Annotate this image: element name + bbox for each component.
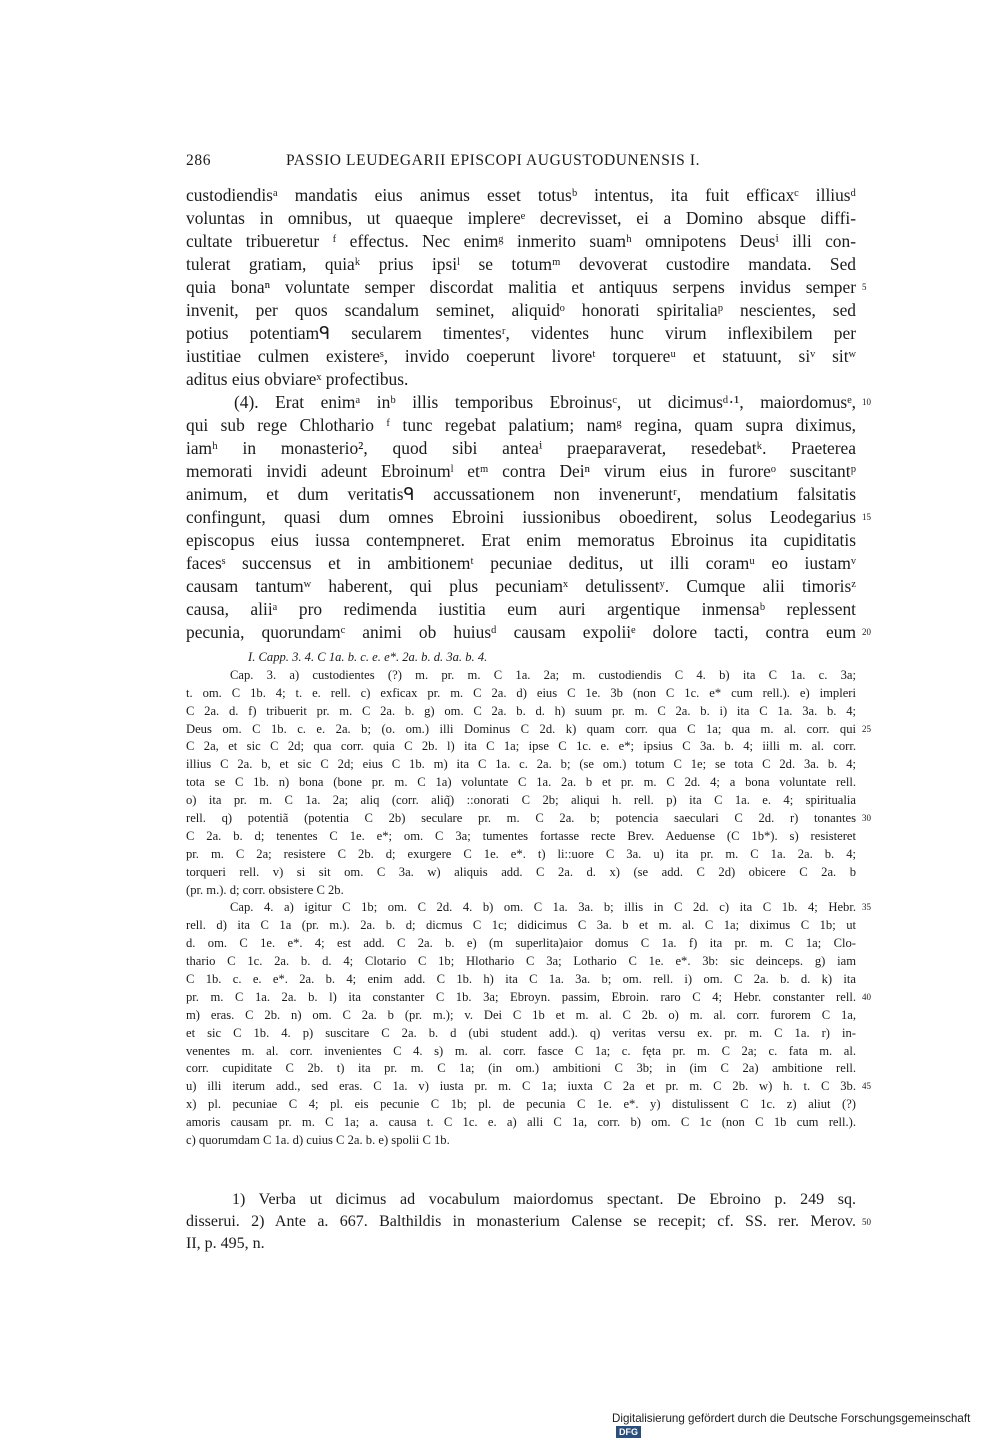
apparatus-line: C 2a, et sic C 2d; qua corr. quia C 2b. l) ita C 1a; ipse C 1c. e. e*; ipsius C 3a. b. 4; iilli m. al. corr. (186, 739, 856, 754)
text-line: memorati invidi adeunt Ebroinumˡ etᵐ contra Deiⁿ virum eius in furoreᵒ suscitantᵖ (186, 461, 856, 481)
running-title: PASSIO LEUDEGARII EPISCOPI AUGUSTODUNENSIS I. (286, 152, 701, 169)
text-line: custodiendisᵃ mandatis eius animus esset totusᵇ intentus, ita fuit efficaxᶜ illiusᵈ (186, 185, 856, 205)
apparatus-line: C 2a. b. d; tenentes C 1e. e*; om. C 3a; tumentes fortasse recte Brev. Aeduense (C 1b*). s) resisteret (186, 828, 856, 843)
text-line: iamʰ in monasterio², quod sibi anteaⁱ praeparaverat, resedebatᵏ. Praeterea (186, 438, 856, 458)
text-line: cultate tribueretur ᶠ effectus. Nec enimᵍ inmerito suamʰ omnipotens Deusⁱ illi con- (186, 231, 856, 251)
line-number: 15 (862, 512, 871, 522)
footnote-line: 1) Verba ut dicimus ad vocabulum maiordomus spectant. De Ebroino p. 249 sq. (232, 1191, 856, 1208)
digitization-credit (612, 1412, 1000, 1438)
line-number: 30 (862, 813, 871, 824)
line-number: 40 (862, 991, 871, 1002)
apparatus-line-content: rell. q) potentiã (potentia C 2b) seculare pr. m. C 2a. b; potencia saeculari C 2d. r) tonantes (186, 811, 856, 826)
text-line: causam tantumʷ haberent, qui plus pecuniamˣ detulissentʸ. Cumque alii timorisᶻ (186, 576, 856, 596)
text-line: facesˢ succensus et in ambitionemᵗ pecuniae deditus, ut illi coramᵘ eo iustamᵛ (186, 553, 856, 573)
line-number: 35 (862, 902, 871, 913)
apparatus-line: t. om. C 1b. 4; t. e. rell. c) exficax pr. m. C 2a. d) eius C 1e. 3b (non C 1c. e* cum rell.). e) impleri (186, 685, 856, 700)
page-number: 286 (186, 152, 212, 169)
apparatus-line (186, 810, 871, 828)
apparatus-line: amoris causam pr. m. C 1a; a. causa t. C 1c. e. a) alli C 1a, corr. b) om. C 1c (non C 1b cum rell.). (186, 1115, 856, 1130)
text-line-content: confingunt, quasi dum omnes Ebroini iussionibus oboedirent, solus Leodegarius (186, 507, 856, 527)
line-number: 5 (862, 282, 867, 292)
apparatus-line: Cap. 3. a) custodientes (?) m. pr. m. C 1a. 2a; m. custodiendis C 4. b) ita C 1a. c. 3a; (230, 667, 856, 682)
text-line (186, 276, 867, 299)
apparatus-line: C 1b. c. e. e*. 2a. b. 4; enim add. C 1b. h) ita C 1a. 3a. b; om. rell. i) om. C 2a. b. d. k) ita (186, 972, 856, 987)
apparatus-line: torqueri rell. v) si sit om. C 3a. w) aliquis add. C 2a. d. x) (se add. C 2d) obicere C 2a. b (186, 864, 856, 879)
line-number: 10 (862, 397, 871, 407)
apparatus-line: illius C 2a. b, et sic C 2d; eius C 1b. m) ita C 1a. c. 2a. b; (se om.) totum C 1e; se tota C 2d. 3a. b. 4; (186, 757, 856, 772)
apparatus-line: o) ita pr. m. C 1a. 2a; aliq (corr. aliq̃) ::onorati C 2b; aliqui h. rell. p) ita C 1a. e. 4; spiritualia (186, 793, 856, 808)
text-line-content: (4). Erat enimᵃ inᵇ illis temporibus Ebroinusᶜ, ut dicimusᵈ·¹, maiordomusᵉ, (234, 392, 856, 412)
text-line (186, 391, 871, 414)
text-line: qui sub rege Chlothario ᶠ tunc regebat palatium; namᵍ regina, quam supra diximus, (186, 415, 856, 435)
footnote-line (186, 1211, 871, 1233)
line-number: 20 (862, 627, 871, 637)
text-line: invenit, per quos scandalum seminet, aliquidᵒ honorati spiritaliaᵖ nescientes, sed (186, 300, 856, 320)
apparatus-line: (pr. m.). d; corr. obsistere C 2b. (186, 882, 344, 897)
line-number: 25 (862, 723, 871, 734)
apparatus-line (186, 1078, 871, 1096)
text-line (186, 506, 871, 529)
apparatus-line: et sic C 1b. 4. p) suscitare C 2a. b. d (ubi student add.). q) veritas versu ex. pr. m. C 1a. r) in- (186, 1025, 856, 1040)
apparatus-line: c) quorumdam C 1a. d) cuius C 2a. b. e) spolii C 1b. (186, 1133, 450, 1148)
main-text (186, 184, 871, 644)
footnote-line: II, p. 495, n. (186, 1235, 265, 1252)
apparatus-line (186, 989, 871, 1007)
apparatus-line: venentes m. al. corr. invenientes C 4. s) m. al. corr. fasce C 1a; c. fęta pr. m. C 2a; c. fata m. al. (186, 1043, 856, 1058)
apparatus-line: m) eras. C 2b. n) om. C 2a. b (pr. m.); v. Dei C 1b et m. al. C 2b. o) m. al. corr. furorem C 1a, (186, 1007, 856, 1022)
apparatus-line-content: u) illi iterum add., sed eras. C 1a. v) iusta pr. m. C 1a; iuxta C 2a et pr. m. C 2b. w) h. t. C 3b. (186, 1079, 856, 1094)
text-line: potius potentiamᑫ secularem timentesʳ, videntes hunc virum inflexibilem per (186, 323, 856, 343)
apparatus-line: corr. cupiditate C 2b. t) ita pr. m. C 1a; (in om.) ambitioni C 3b; in (im C 2a) ambitione rell. (186, 1061, 856, 1076)
line-number: 45 (862, 1081, 871, 1092)
text-line: episcopus eius iussa contempneret. Erat enim memoratus Ebroinus ita cupiditatis (186, 530, 856, 550)
text-line-content: quia bonaⁿ voluntate semper discordat malitia et antiquus serpens invidus semper (186, 277, 856, 297)
apparatus-line: rell. d) ita C 1a (pr. m.). 2a. b. d; dicmus C 1c; didicimus C 3a. b et m. al. C 1a; diximus C 1b; ut (186, 918, 856, 933)
apparatus-line-content: Cap. 4. a) igitur C 1b; om. C 2d. 4. b) om. C 1a. 3a. b; illis in C 2d. c) ita C 1b. 4; Hebr. (230, 900, 856, 915)
text-line: causa, aliiᵃ pro redimenda iustitia eum auri argentique inmensaᵇ replessent (186, 599, 856, 619)
text-line-content: pecunia, quorundamᶜ animi ob huiusᵈ causam expoliiᵉ dolore tacti, contra eum (186, 622, 856, 642)
apparatus-line (186, 899, 871, 917)
credit-text: Digitalisierung gefördert durch die Deutsche Forschungsgemeinschaft (612, 1412, 971, 1425)
text-line: aditus eius obviareˣ profectibus. (186, 369, 409, 389)
apparatus-line: I. Capp. 3. 4. C 1a. b. c. e. e*. 2a. b. d. 3a. b. 4. (248, 650, 488, 664)
apparatus-line: C 2a. d. f) tribuerit pr. m. C 2a. b. g) om. C 2a. b. d. h) suum pr. m. C 2a. b. i) ita C 1a. 3a. b. 4; (186, 703, 856, 718)
apparatus-line: pr. m. C 2a; resistere C 2b. d; exurgere C 1e. e*. t) li::uore C 3a. u) ita pr. m. C 1a. 2a. b. 4; (186, 846, 856, 861)
apparatus-line (186, 721, 871, 739)
text-line: tulerat gratiam, quiaᵏ prius ipsiˡ se totumᵐ devoverat custodire mandata. Sed (186, 254, 856, 274)
text-line: iustitiae culmen existereˢ, invido coeperunt livoreᵗ torquereᵘ et statuunt, siᵛ sitʷ (186, 346, 856, 366)
critical-apparatus (186, 649, 871, 1150)
apparatus-line: thario C 1c. 2a. b. d. 4; Clotario C 1b; Hlothario C 3a; Lothario C 1e. e*. 3b: sic deinceps. g) iam (186, 954, 856, 969)
text-line: voluntas in omnibus, ut quaeque implereᵉ decrevisset, ei a Domino absque diffi- (186, 208, 856, 228)
footnotes (186, 1189, 871, 1255)
apparatus-line-content: pr. m. C 1a. 2a. b. l) ita constanter C 1b. 3a; Ebroyn. passim, Ebroin. raro C 4; Hebr. constanter rell. (186, 989, 856, 1004)
apparatus-line-content: Deus om. C 1b. c. e. 2a. b; (o. om.) illi Dominus C 2d. k) quam corr. qua C 1a; qua m. al. corr. qui (186, 721, 856, 736)
dfg-logo: DFG (616, 1426, 641, 1438)
text-line (186, 621, 871, 644)
apparatus-line: tota se C 1b. n) bona (bone pr. m. C 1a) voluntate C 1a. 2a. b et pr. m. C 2d. 4; a bona voluntate rell. (186, 775, 856, 790)
page-header (186, 152, 856, 176)
footnote-line-content: disserui. 2) Ante a. 667. Balthildis in monasterium Calense se recepit; cf. SS. rer. Merov. (186, 1213, 856, 1230)
apparatus-line: d. om. C 1e. e*. 4; est add. C 2a. b. e) (m superlita)aior domus C 1a. f) ita pr. m. C 1a; Clo- (186, 936, 856, 951)
text-line: animum, et dum veritatisᑫ accussationem non inveneruntʳ, mendatium falsitatis (186, 484, 856, 504)
apparatus-line: x) pl. pecuniae C 4; pl. eis pecunie C 1b; pl. de pecunia C 1e. e*. y) distulissent C 1c. z) aliut (?) (186, 1097, 856, 1112)
line-number: 50 (862, 1217, 871, 1227)
